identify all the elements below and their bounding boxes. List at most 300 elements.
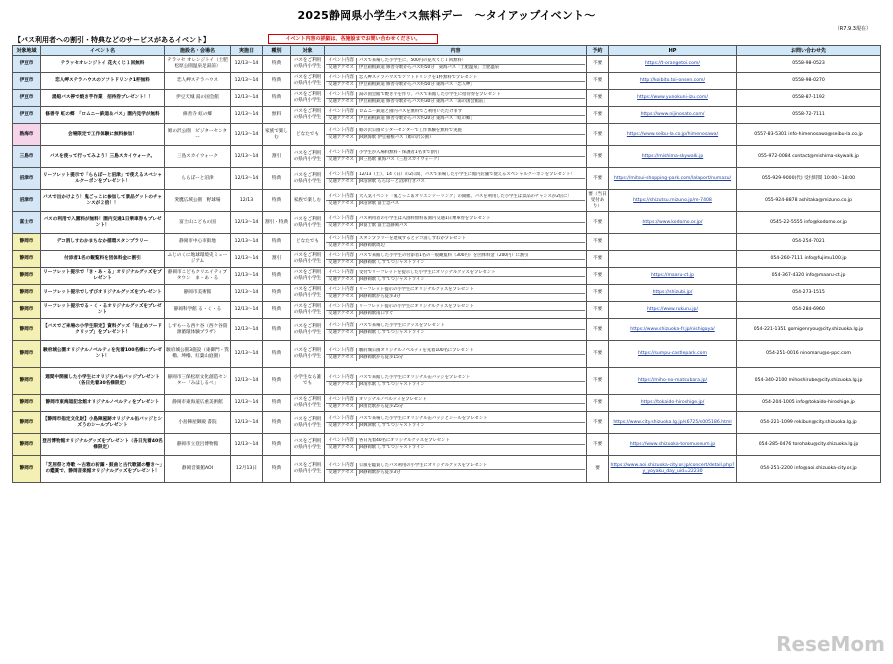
- content-label: イベント内容: [326, 75, 357, 81]
- hp-link[interactable]: [609, 234, 737, 251]
- venue-cell: ふじのくに地球環境史ミュージアム: [165, 251, 231, 268]
- event-name-cell: バスで出かけよう！鬼ごっこに参加して景品ゲットのチャンスが２倍！！: [41, 190, 165, 212]
- type-cell: 割引: [263, 146, 291, 168]
- content-label: イベント内容: [326, 287, 357, 293]
- hp-link[interactable]: https://miho-no-matsubara.jp/: [609, 368, 737, 395]
- contact-cell: 054-367-4320 info@maaru-ct.jp: [737, 268, 881, 285]
- table-row: [13, 168, 881, 190]
- table-row: [13, 107, 881, 124]
- contact-cell: 054-284-6960: [737, 302, 881, 319]
- type-cell: 特典: [263, 234, 291, 251]
- date-cell: 12/13～14: [231, 395, 263, 412]
- content-cell: [325, 124, 587, 146]
- table-row: [13, 73, 881, 90]
- target-cell: バスをご利用の県内小学生: [291, 146, 325, 168]
- content-text: 恋人岬ステラハウスでソフトドリンクを1杯無料でプレゼント: [359, 74, 478, 80]
- target-cell: バスをご利用の県内小学生: [291, 251, 325, 268]
- content-text: バスで来場した小学生にグッズをプレゼント: [359, 323, 445, 329]
- reservation-cell: 不要: [587, 319, 609, 341]
- hp-link[interactable]: https://www.shizuoka-fr.jp/nishigaya/: [609, 319, 737, 341]
- contact-cell: 054-260-7111 info@fujimu100.jp: [737, 251, 881, 268]
- access-text: JR静岡駅南口すぐ: [359, 310, 394, 316]
- date-cell: 12/13～14: [231, 107, 263, 124]
- reservation-cell: 不要: [587, 368, 609, 395]
- access-label: 交通アクセス: [326, 311, 357, 317]
- reservation-cell: 不要: [587, 268, 609, 285]
- content-text: バス利用者の小学生は入園料無料＆園内交通1日乗車券をプレゼント: [359, 216, 491, 222]
- area-cell: 静岡市: [13, 268, 41, 285]
- header-cell: イベント名: [41, 46, 165, 56]
- venue-cell: 静岡音楽館AOI: [165, 456, 231, 483]
- date-cell: 12/13: [231, 190, 263, 212]
- type-cell: 特典: [263, 319, 291, 341]
- content-text: リーフレット提示の小学生にオリジナルグッズをプレゼント: [359, 303, 474, 309]
- reservation-cell: 不要: [587, 146, 609, 168]
- hp-link[interactable]: http://koibito.toi-onsen.com/: [609, 73, 737, 90]
- venue-cell: 静岡市三保松原文化創造センター「みほしるべ」: [165, 368, 231, 395]
- area-cell: 富士市: [13, 212, 41, 234]
- date-cell: 12/13～14: [231, 56, 263, 73]
- hp-link[interactable]: https://www.nijinosato.com/: [609, 107, 737, 124]
- area-cell: 静岡市: [13, 412, 41, 434]
- reservation-cell: 不要: [587, 341, 609, 368]
- content-label: イベント内容: [326, 216, 357, 222]
- page-title: 2025静岡県小学生バス無料デー ～タイアップイベント～: [297, 9, 596, 22]
- date-cell: 12/13～14: [231, 268, 263, 285]
- area-cell: 伊豆市: [13, 107, 41, 124]
- access-text: JR由比駅から徒歩25分: [359, 403, 404, 409]
- event-name-cell: 会場限定で工作体験に無料参加！: [41, 124, 165, 146]
- contact-cell: 054-340-2100 mihoshirube@city.shizuoka.lg.jp: [737, 368, 881, 395]
- hp-link[interactable]: https://mitsui-shopping-park.com/lalaport/numazu/: [609, 168, 737, 190]
- content-text: 大人気イベント「鬼ごっこ＆オリエンテーリング」の開催。バスを利用した小学生は景品のチャンスが2倍に！: [359, 194, 572, 200]
- table-row: [13, 302, 881, 319]
- area-cell: 静岡市: [13, 319, 41, 341]
- venue-cell: 静岡市立登呂博物館: [165, 434, 231, 456]
- hp-link[interactable]: https://maaru-ct.jp: [609, 268, 737, 285]
- type-cell: 特典: [263, 341, 291, 368]
- header-cell: 施設名・会場名: [165, 46, 231, 56]
- hp-link[interactable]: https://sumpu-castlepark.com: [609, 341, 737, 368]
- area-cell: 静岡市: [13, 456, 41, 483]
- type-cell: 特典: [263, 285, 291, 302]
- access-text: JR清水駅 しずてつジャストライン: [359, 381, 425, 387]
- content-cell: [325, 319, 587, 341]
- contact-cell: 0558-72-7111: [737, 107, 881, 124]
- content-cell: [325, 434, 587, 456]
- event-name-cell: 【バスでご来場の小学生限定】資料グッズ「缶止めフードクリップ」をプレゼント！: [41, 319, 165, 341]
- reservation-cell: 不要: [587, 285, 609, 302]
- access-label: 交通アクセス: [326, 330, 357, 336]
- target-cell: バスをご利用の県内小学生: [291, 434, 325, 456]
- area-cell: 静岡市: [13, 368, 41, 395]
- content-cell: [325, 190, 587, 212]
- hp-link[interactable]: https://tokaido-hiroshige.jp/: [609, 395, 737, 412]
- venue-cell: 静岡科学館 る・く・る: [165, 302, 231, 319]
- hp-link[interactable]: https://t-orangetoi.com/: [609, 56, 737, 73]
- content-text: バスで来館した小学生にオリジナル缶バッジをプレゼント: [359, 374, 471, 380]
- content-text: 各日先着40名にオリジナルグッズをプレゼント: [359, 438, 450, 444]
- area-cell: 三島市: [13, 146, 41, 168]
- date-cell: 12/13～14: [231, 368, 263, 395]
- area-cell: 静岡市: [13, 395, 41, 412]
- type-cell: 特典: [263, 456, 291, 483]
- venue-cell: 修善寺 虹の郷: [165, 107, 231, 124]
- access-text: JR静岡駅周辺: [359, 242, 385, 248]
- content-cell: [325, 285, 587, 302]
- contact-cell: 0545-22-5555 info@kodomo.or.jp: [737, 212, 881, 234]
- content-text: ロムニー鉄道と園内バスを無料でご利用いただけます: [359, 108, 463, 114]
- type-cell: 特典: [263, 56, 291, 73]
- date-cell: 12月13日: [231, 456, 263, 483]
- contact-cell: 055-929-9000(代) 受付時間 10:00～18:00: [737, 168, 881, 190]
- reservation-cell: 不要: [587, 90, 609, 107]
- event-name-cell: 付添者1名の観覧料を団体料金に割引: [41, 251, 165, 268]
- contact-cell: 0558-87-1192: [737, 90, 881, 107]
- content-label: イベント内容: [326, 304, 357, 310]
- header-cell: 内容: [325, 46, 587, 56]
- access-label: 交通アクセス: [326, 116, 357, 122]
- date-cell: 12/13～14: [231, 285, 263, 302]
- content-label: イベント内容: [326, 348, 357, 354]
- table-row: [13, 341, 881, 368]
- content-cell: [325, 395, 587, 412]
- content-cell: [325, 146, 587, 168]
- reservation-cell: 要: [587, 456, 609, 483]
- contact-cell: 0557-83-5301 info-himenosawa@seibu-la.co.jp: [737, 124, 881, 146]
- type-cell: 無料: [263, 107, 291, 124]
- header-cell: 実施日: [231, 46, 263, 56]
- event-name-cell: テラッセオレンジトイ 花火くじ１回無料: [41, 56, 165, 73]
- content-label: イベント内容: [326, 416, 357, 422]
- content-text: 12/13（土）、14（日）の2日間、バスで来場した小学生に館内店舗で使えるスペシャルクーポンをプレゼント！: [359, 172, 575, 178]
- content-cell: [325, 368, 587, 395]
- event-name-cell: 登呂博物館オリジナルグッズをプレゼント（各日先着40名様限定）: [41, 434, 165, 456]
- hp-link[interactable]: https://www.rukuru.jp/: [609, 302, 737, 319]
- target-cell: どなたでも: [291, 234, 325, 251]
- event-name-cell: 週間中開催した小学生にオリジナル缶バッジプレゼント（各日先着30名様限定）: [41, 368, 165, 395]
- resemom-logo: ReseMom: [776, 632, 885, 656]
- content-label: イベント内容: [326, 236, 357, 242]
- venue-cell: 駿府城公園3施設（東御門・巽櫓、坤櫓、紅葉山庭園）: [165, 341, 231, 368]
- type-cell: 特典: [263, 434, 291, 456]
- type-cell: 割引・特典: [263, 212, 291, 234]
- access-label: 交通アクセス: [326, 99, 357, 105]
- type-cell: 特典: [263, 368, 291, 395]
- date-cell: 12/13～14: [231, 168, 263, 190]
- event-name-cell: デコ消しすわかまちなか循環スタンプラリー: [41, 234, 165, 251]
- access-text: JR静岡駅から徒歩3分: [359, 469, 401, 475]
- venue-cell: しずもーる西ケ谷（西ケ谷資源循環体験プラザ）: [165, 319, 231, 341]
- area-cell: 静岡市: [13, 251, 41, 268]
- event-name-cell: リーフレット提示で「ららぽーと沼津」で使えるスペシャルクーポンをプレゼント！: [41, 168, 165, 190]
- table-row: [13, 124, 881, 146]
- access-label: 交通アクセス: [326, 445, 357, 451]
- content-cell: [325, 212, 587, 234]
- content-cell: [325, 341, 587, 368]
- table-row: [13, 146, 881, 168]
- date-cell: 12/13～14: [231, 302, 263, 319]
- access-text: JR熱海駅 伊豆箱根バス（姫の沢公園）: [359, 135, 434, 141]
- table-row: [13, 395, 881, 412]
- reservation-cell: 不要: [587, 412, 609, 434]
- content-cell: [325, 456, 587, 483]
- target-cell: どなたでも: [291, 124, 325, 146]
- content-label: イベント内容: [326, 323, 357, 329]
- contact-cell: 054-221-1351 gomigenryou@city.shizuoka.lg.jp: [737, 319, 881, 341]
- event-name-cell: 「芝居祭と寿歌 ～古雅の祈躍・鼓曲と古代歌謡の響き～」の鑑賞で、静岡音楽館オリジナルグッズをプレゼント！: [41, 456, 165, 483]
- access-text: JR静岡駅 しずてつジャストライン: [359, 330, 425, 336]
- contact-cell: 0558-98-0523: [737, 56, 881, 73]
- content-cell: [325, 302, 587, 319]
- content-cell: [325, 168, 587, 190]
- reservation-cell: 不要: [587, 168, 609, 190]
- content-text: リーフレット提示の小学生にオリジナルグッズをプレゼント: [359, 286, 474, 292]
- target-cell: バスをご利用の県内小学生: [291, 395, 325, 412]
- hp-link[interactable]: [609, 251, 737, 268]
- content-label: イベント内容: [326, 253, 357, 259]
- type-cell: 特典: [263, 268, 291, 285]
- contact-cell: 055-924-8878 ashitaka@mizuno.co.jp: [737, 190, 881, 212]
- hp-link[interactable]: https://www.shizuoka-toromuseum.jp: [609, 434, 737, 456]
- area-cell: 静岡市: [13, 234, 41, 251]
- venue-cell: 愛鷹広域公園 野球場: [165, 190, 231, 212]
- table-row: [13, 368, 881, 395]
- header-cell: 予約: [587, 46, 609, 56]
- table-row: [13, 190, 881, 212]
- content-cell: [325, 56, 587, 73]
- content-cell: [325, 90, 587, 107]
- reservation-cell: 不要: [587, 302, 609, 319]
- target-cell: バスをご利用の県内小学生: [291, 73, 325, 90]
- event-name-cell: リーフレット提示で「き・あ・る」オリジナルグッズをプレゼント: [41, 268, 165, 285]
- content-text: 小学生が入場料無料・保護者1名まで割引: [359, 150, 440, 156]
- access-label: 交通アクセス: [326, 277, 357, 283]
- table-row: [13, 268, 881, 285]
- target-cell: バスをご利用の県内小学生: [291, 168, 325, 190]
- reservation-cell: 不要: [587, 107, 609, 124]
- section-heading: 【バス利用者への割引・特典などのサービスがあるイベント】: [14, 36, 210, 44]
- hp-link[interactable]: https://shizutsu.mizuno.jp/m-7408: [609, 190, 737, 212]
- table-row: [13, 56, 881, 73]
- area-cell: 静岡市: [13, 341, 41, 368]
- date-cell: 12/13～14: [231, 319, 263, 341]
- header-cell: 対象: [291, 46, 325, 56]
- venue-cell: ららぽーと沼津: [165, 168, 231, 190]
- access-text: JR沼津駅 ららぽーと沼津行きバス: [359, 179, 425, 185]
- access-label: 交通アクセス: [326, 355, 357, 361]
- access-label: 交通アクセス: [326, 423, 357, 429]
- access-text: 伊豆箱根鉄道 修善寺駅からバス約30分 東海バス「湯の国会館前」: [359, 98, 488, 104]
- header-cell: お問い合わせ先: [737, 46, 881, 56]
- target-cell: バスをご利用の県内小学生: [291, 212, 325, 234]
- content-label: イベント内容: [326, 375, 357, 381]
- content-cell: [325, 73, 587, 90]
- type-cell: 特典: [263, 412, 291, 434]
- table-row: [13, 319, 881, 341]
- target-cell: バスをご利用の県内小学生: [291, 56, 325, 73]
- table-row: [13, 412, 881, 434]
- date-cell: 12/13～14: [231, 90, 263, 107]
- date-cell: 12/13～14: [231, 146, 263, 168]
- venue-cell: 小島陣屋御殿 書院: [165, 412, 231, 434]
- type-cell: 特典: [263, 190, 291, 212]
- table-row: [13, 234, 881, 251]
- access-text: 伊豆箱根鉄道 修善寺駅からバス約50分 東海バス「恋人岬」: [359, 81, 475, 87]
- date-cell: 12/13～14: [231, 234, 263, 251]
- reservation-cell: 不要: [587, 234, 609, 251]
- event-name-cell: リーフレット提示でる・く・るオリジナルグッズをプレゼント: [41, 302, 165, 319]
- event-table: [12, 45, 881, 483]
- hp-link[interactable]: https://www.seibu-la.co.jp/himenosawa/: [609, 124, 737, 146]
- event-name-cell: 静岡市東海道記念館オリジナルノベルティをプレゼント: [41, 395, 165, 412]
- content-label: イベント内容: [326, 397, 357, 403]
- access-text: JR富士駅 富士急静岡バス: [359, 223, 408, 229]
- area-cell: 沼津市: [13, 190, 41, 212]
- table-header-row: [13, 46, 881, 56]
- access-text: JR興津駅 しずてつジャストライン: [359, 423, 425, 429]
- access-label: 交通アクセス: [326, 82, 357, 88]
- table-row: [13, 251, 881, 268]
- content-text: 湯の国会館で焼き芋を作り、バスで来館した小学生に招待券をプレゼント: [359, 91, 501, 97]
- content-text: バスで来場した小学生に、500円の花火くじ１回無料！: [359, 57, 467, 63]
- access-label: 交通アクセス: [326, 243, 357, 249]
- access-label: 交通アクセス: [326, 294, 357, 300]
- venue-cell: 静岡市東海道広重美術館: [165, 395, 231, 412]
- type-cell: 家族で楽しむ: [263, 124, 291, 146]
- venue-cell: 静岡市美術館: [165, 285, 231, 302]
- hp-link[interactable]: https://shizubi.jp/: [609, 285, 737, 302]
- content-cell: [325, 107, 587, 124]
- target-cell: 家族で楽しむ: [291, 190, 325, 212]
- target-cell: バスをご利用の県内小学生: [291, 90, 325, 107]
- date-cell: 12/13～14: [231, 412, 263, 434]
- access-text: JR静岡駅 しずてつジャストライン: [359, 276, 425, 282]
- venue-cell: 姫の沢公園 ビジターセンター: [165, 124, 231, 146]
- access-label: 交通アクセス: [326, 260, 357, 266]
- target-cell: 小学生なら誰でも: [291, 368, 325, 395]
- hp-link[interactable]: https://www.aoi.shizuoka-city.or.jp/concert/detail.php?y_yoyaku_day_uid=22230: [609, 456, 737, 483]
- venue-cell: 静岡市中心市街地: [165, 234, 231, 251]
- reservation-cell: 要（当日受付あり）: [587, 190, 609, 212]
- type-cell: 特典: [263, 395, 291, 412]
- target-cell: バスをご利用の県内小学生: [291, 107, 325, 124]
- header-cell: 種別: [263, 46, 291, 56]
- contact-cell: 054-285-0476 torohaku@city.shizuoka.lg.jp: [737, 434, 881, 456]
- content-label: イベント内容: [326, 438, 357, 444]
- hp-link[interactable]: https://www.kodomo.or.jp/: [609, 212, 737, 234]
- content-label: イベント内容: [326, 128, 357, 134]
- contact-cell: 055-972-0084 contact@mishima-skywalk.jp: [737, 146, 881, 168]
- access-text: JR静岡駅から徒歩15分: [359, 354, 404, 360]
- venue-cell: 伊豆天城 湯の国会館: [165, 90, 231, 107]
- access-label: 交通アクセス: [326, 201, 357, 207]
- table-row: [13, 434, 881, 456]
- content-text: 駿府城公園オリジナルノベルティを先着100名にプレゼント: [359, 347, 474, 353]
- content-cell: [325, 234, 587, 251]
- access-label: 交通アクセス: [326, 157, 357, 163]
- target-cell: バスをご利用の県内小学生: [291, 302, 325, 319]
- venue-cell: 富士山こどもの国: [165, 212, 231, 234]
- content-label: イベント内容: [326, 194, 357, 200]
- content-label: イベント内容: [326, 109, 357, 115]
- venue-cell: テラッセ オレンジトイ（土肥松原公園温泉足湯前）: [165, 56, 231, 73]
- area-cell: 伊豆市: [13, 73, 41, 90]
- date-cell: 12/13～14: [231, 251, 263, 268]
- type-cell: 特典: [263, 168, 291, 190]
- reservation-cell: 不要: [587, 395, 609, 412]
- access-text: 伊豆箱根鉄道 修善寺駅からバス約50分 東海バス「土肥温泉」土肥温泉: [359, 64, 500, 70]
- area-cell: 静岡市: [13, 434, 41, 456]
- area-cell: 静岡市: [13, 285, 41, 302]
- content-label: イベント内容: [326, 92, 357, 98]
- date-cell: 12/13～14: [231, 341, 263, 368]
- target-cell: バスをご利用の県内小学生: [291, 341, 325, 368]
- date-note: （R7.9.3現在）: [834, 26, 871, 32]
- reservation-cell: 不要: [587, 73, 609, 90]
- access-text: JR静岡駅 しずてつジャストライン: [359, 445, 425, 451]
- reservation-cell: 不要: [587, 434, 609, 456]
- target-cell: バスをご利用の県内小学生: [291, 285, 325, 302]
- target-cell: バスをご利用の県内小学生: [291, 268, 325, 285]
- contact-cell: 0558-98-0270: [737, 73, 881, 90]
- table-row: [13, 90, 881, 107]
- event-name-cell: 恋人岬ステラハウスのソフトドリンク1杯無料: [41, 73, 165, 90]
- type-cell: 割引: [263, 251, 291, 268]
- access-label: 交通アクセス: [326, 404, 357, 410]
- date-cell: 12/13～14: [231, 212, 263, 234]
- event-name-cell: 修善寺 虹の郷 「ロムニー鉄道＆バス」園内見学が無料: [41, 107, 165, 124]
- event-name-cell: 【静岡市指定文化財】小島陣屋跡オリジナル缶バッジとシズうのシールプレゼント: [41, 412, 165, 434]
- hp-link[interactable]: https://www.yunokuni-izu.com/: [609, 90, 737, 107]
- target-cell: バスをご利用の県内小学生: [291, 456, 325, 483]
- event-name-cell: バスの利用で入園料が無料！園内交通1日乗車券もプレゼント！: [41, 212, 165, 234]
- hp-link[interactable]: https://www.city.shizuoka.lg.jp/s6725/s005186.html: [609, 412, 737, 434]
- reservation-cell: 不要: [587, 56, 609, 73]
- venue-cell: 三島スカイウォーク: [165, 146, 231, 168]
- table-row: [13, 212, 881, 234]
- header-cell: HP: [609, 46, 737, 56]
- hp-link[interactable]: https://mishima-skywalk.jp: [609, 146, 737, 168]
- type-cell: 特典: [263, 73, 291, 90]
- access-text: JR静岡駅 しずてつジャストライン: [359, 259, 425, 265]
- access-label: 交通アクセス: [326, 65, 357, 71]
- content-text: 公演を鑑賞したバス利用の小学生にオリジナルグッズをプレゼント: [359, 462, 488, 468]
- content-cell: [325, 268, 587, 285]
- content-label: イベント内容: [326, 150, 357, 156]
- access-text: JR三島駅 東海バス（三島スカイウォーク）: [359, 157, 442, 163]
- content-text: スタンプラリーを達成するとデコ消しすわかプレゼント: [359, 235, 467, 241]
- contact-cell: 054-254-7021: [737, 234, 881, 251]
- contact-cell: 054-251-0016 ninomaru@o-ppc.com: [737, 341, 881, 368]
- content-label: イベント内容: [326, 58, 357, 64]
- date-cell: 12/13～14: [231, 73, 263, 90]
- access-label: 交通アクセス: [326, 223, 357, 229]
- access-label: 交通アクセス: [326, 135, 357, 141]
- access-label: 交通アクセス: [326, 470, 357, 476]
- access-label: 交通アクセス: [326, 179, 357, 185]
- access-text: JR沼津駅 富士急バス: [359, 201, 399, 207]
- contact-cell: 054-273-1515: [737, 285, 881, 302]
- contact-cell: 054-204-1005 info@tokaido-hiroshige.jp: [737, 395, 881, 412]
- area-cell: 熱海市: [13, 124, 41, 146]
- access-text: JR静岡駅から徒歩3分: [359, 293, 401, 299]
- event-name-cell: リーフレット提示でしずびオリジナルグッズをプレゼント: [41, 285, 165, 302]
- area-cell: 伊豆市: [13, 90, 41, 107]
- venue-cell: 静岡市こどもクリエイティブタウン ま・あ・る: [165, 268, 231, 285]
- access-text: 伊豆箱根鉄道 修善寺駅からバス約20分 東海バス「虹の郷」: [359, 115, 475, 121]
- access-label: 交通アクセス: [326, 382, 357, 388]
